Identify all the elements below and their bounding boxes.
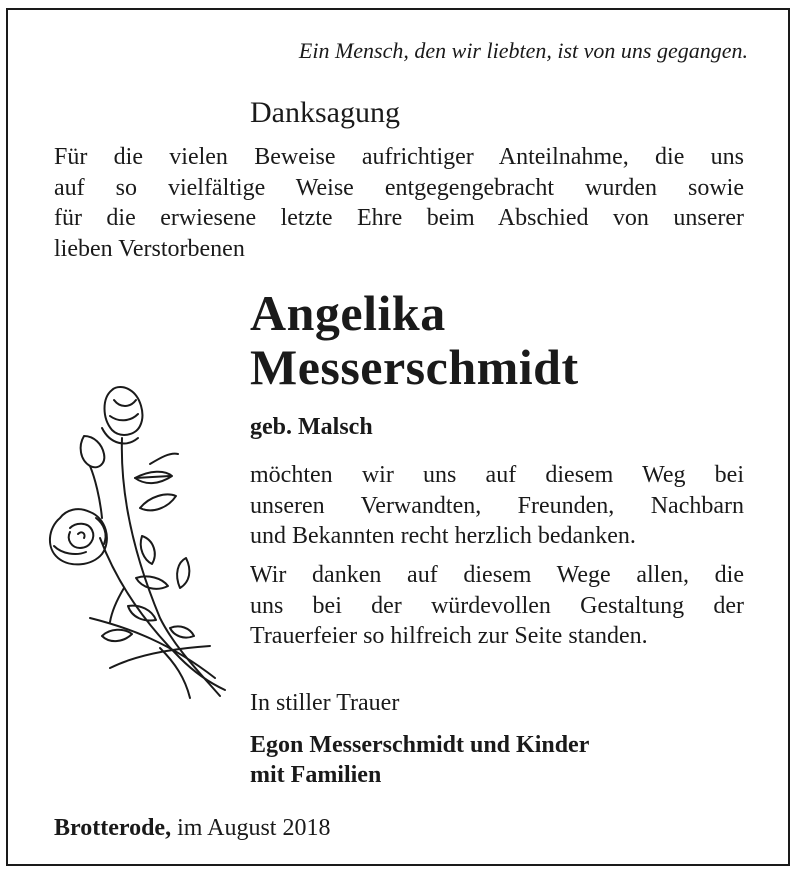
gratitude-paragraph	[250, 560, 744, 652]
mourners	[250, 730, 589, 790]
thanks-line: und Bekannten recht herzlich bedanken.	[250, 523, 636, 549]
mourners-line: Egon Messerschmidt und Kinder	[250, 732, 590, 758]
thanks-line: unseren Verwandten, Freunden, Nachbarn	[250, 492, 744, 519]
place-date	[54, 815, 330, 842]
gratitude-line: Wir danken auf diesem Wege allen, die	[250, 562, 744, 588]
intro-paragraph	[54, 142, 744, 264]
gratitude-line: uns bei der würdevollen Gestaltung der	[250, 592, 744, 619]
intro-line: lieben Verstorbenen	[54, 235, 245, 262]
intro-line: Für die vielen Beweise aufrichtiger Anteilnahme, die uns	[54, 144, 744, 170]
date-text: im August 2018	[177, 815, 331, 841]
deceased-first-name: Angelika	[250, 285, 446, 341]
notice-heading: Danksagung	[250, 96, 400, 129]
gratitude-line: Trauerfeier so hilfreich zur Seite standen.	[250, 623, 648, 649]
motto-line: Ein Mensch, den wir liebten, ist von uns gegangen.	[298, 38, 748, 63]
thanks-line: möchten wir uns auf diesem Weg bei	[250, 462, 744, 488]
place-name: Brotterode,	[54, 815, 172, 841]
intro-line: auf so vielfältige Weise entgegengebracht wurden sowie	[54, 174, 744, 201]
rose-drawing-icon	[40, 378, 240, 708]
closing-phrase: In stiller Trauer	[250, 690, 400, 716]
thanks-paragraph	[250, 460, 744, 552]
intro-line: für die erwiesene letzte Ehre beim Abschied von unserer	[54, 205, 744, 231]
deceased-name	[250, 286, 579, 394]
mourners-line: mit Familien	[250, 762, 382, 788]
maiden-name: geb. Malsch	[250, 414, 373, 440]
deceased-last-name: Messerschmidt	[250, 339, 579, 395]
